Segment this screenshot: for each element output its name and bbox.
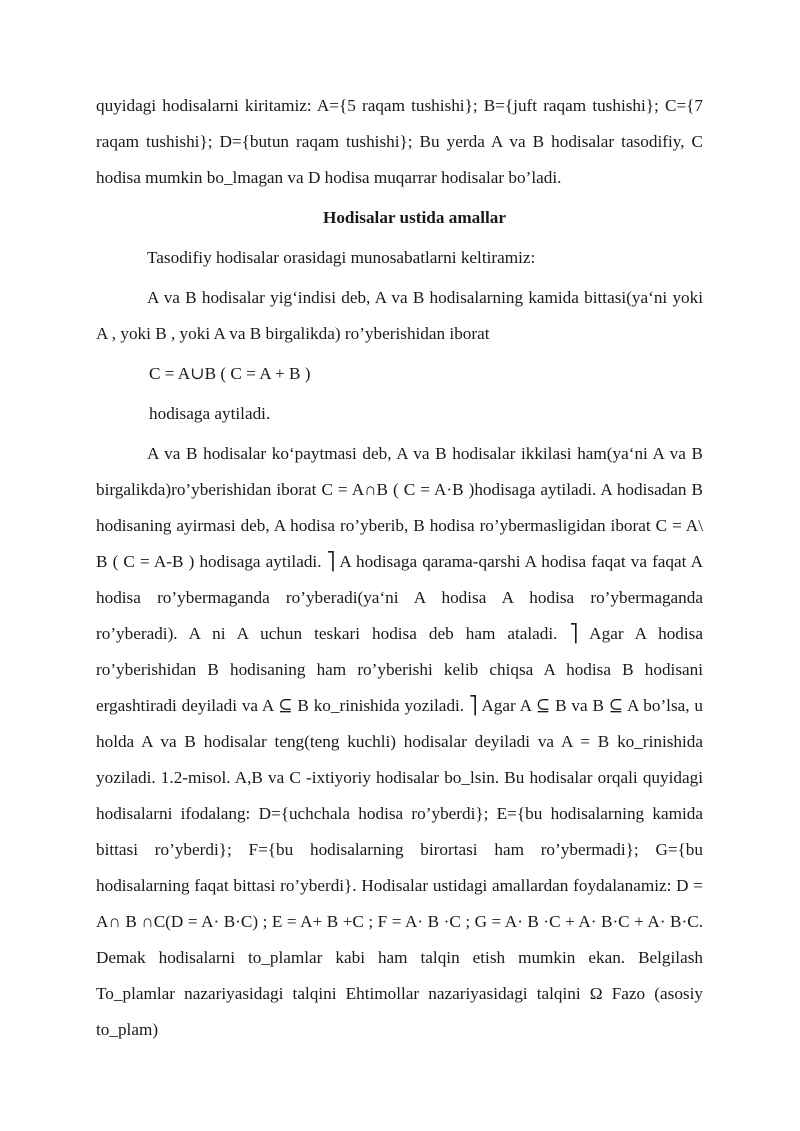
paragraph-relations-intro: Tasodifiy hodisalar orasidagi munosabatlarni keltiramiz: <box>147 248 536 267</box>
paragraph-operations: A va B hodisalar ko‘paytmasi deb, A va B hodisalar ikkilasi ham(ya‘ni A va B birgalikda)ro’yberishidan iborat C = A∩B ( C = A·B )hodisaga aytiladi. A hodisadan B hodisaning ayirmasi deb, A hodisa ro’yberib, B hodisa ro’ybermasligidan iborat C = A\ B ( C = A-B ) hodisaga aytiladi. ⎤ A hodisaga qarama-qarshi A hodisa faqat va faqat A hodisa ro’ybermaganda ro’yberadi(ya‘ni A hodisa A hodisa ro’ybermaganda ro’yberadi). A ni A uchun teskari hodisa deb ham ataladi. ⎤ Agar A hodisa ro’yberishidan B hodisaning ham ro’yberishi kelib chiqsa A hodisa B hodisani ergashtiradi deyiladi va A ⊆ B ko_rinishida yoziladi. ⎤ Agar A ⊆ B va B ⊆ A bo’lsa, u holda A va B hodisalar teng(teng kuchli) hodisalar deyiladi va A = B ko_rinishida yoziladi. 1.2-misol. A,B va C -ixtiyoriy hodisalar bo_lsin. Bu hodisalar orqali quyidagi hodisalarni ifodalang: D={uchchala hodisa ro’yberdi}; E={bu hodisalarning kamida bittasi ro’yberdi}; F={bu hodisalarning birortasi ham ro’ybermadi}; G={bu hodisalarning faqat bittasi ro’yberdi}. Hodisalar ustidagi amallardan foydalanamiz: D = A∩ B ∩C(D = A· B·C) ; E = A+ B +C ; F = A· B ·C ; G = A· B ·C + A· B·C + A· B·C. Demak hodisalarni to_plamlar kabi ham talqin etish mumkin ekan. Belgilash To_plamlar nazariyasidagi talqini Ehtimollar nazariyasidagi talqini Ω Fazo (asosiy to_plam) <box>96 444 703 1039</box>
formula-union: C = A∪B ( C = A + B ) <box>149 364 311 383</box>
document-page <box>96 88 703 1048</box>
section-heading: Hodisalar ustida amallar <box>322 208 507 227</box>
paragraph-sum-definition: A va B hodisalar yig‘indisi deb, A va B hodisalarning kamida bittasi(ya‘ni yoki A , yoki B , yoki A va B birgalikda) ro’yberishidan iborat <box>96 288 703 343</box>
paragraph-events-intro: quyidagi hodisalarni kiritamiz: A={5 raqam tushishi}; B={juft raqam tushishi}; C={7 raqam tushishi}; D={butun raqam tushishi}; Bu yerda A va B hodisalar tasodifiy, C hodisa mumkin bo_lmagan va D hodisa muqarrar hodisalar bo’ladi. <box>96 96 703 187</box>
paragraph-sum-end: hodisaga aytiladi. <box>149 404 271 423</box>
